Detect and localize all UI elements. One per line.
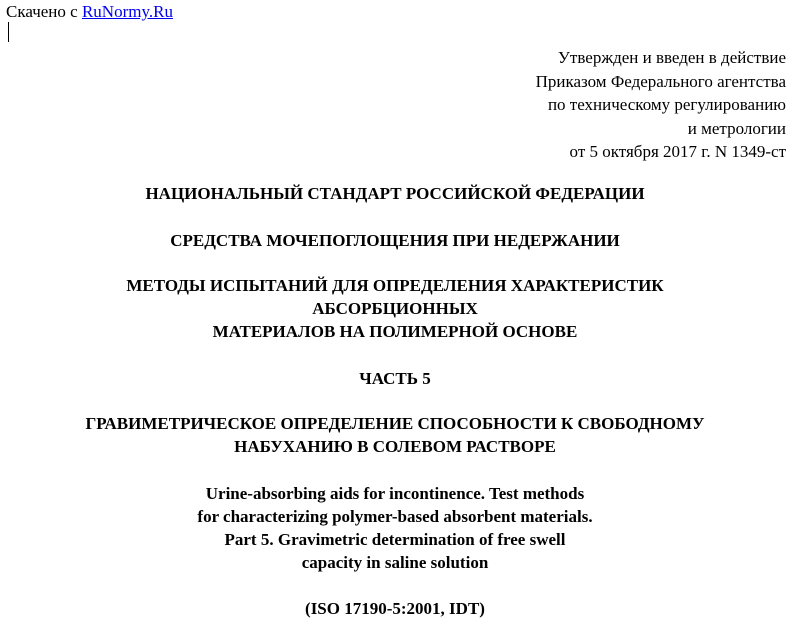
part-number: ЧАСТЬ 5 bbox=[359, 369, 431, 388]
text-cursor bbox=[8, 22, 9, 42]
methods-heading bbox=[0, 274, 790, 343]
approval-block bbox=[536, 46, 786, 164]
download-source-line bbox=[6, 2, 173, 22]
approval-line: по техническому регулированию bbox=[547, 95, 786, 114]
standard-title: НАЦИОНАЛЬНЫЙ СТАНДАРТ РОССИЙСКОЙ ФЕДЕРАЦИИ bbox=[145, 184, 645, 203]
part-title-line: ГРАВИМЕТРИЧЕСКОЕ ОПРЕДЕЛЕНИЕ СПОСОБНОСТИ К СВОБОДНОМУ bbox=[85, 414, 705, 433]
approval-line: Приказом Федерального агентства bbox=[535, 71, 786, 91]
english-title-line: Urine-absorbing aids for incontinence. Test methods bbox=[205, 484, 585, 503]
approval-line: от 5 октября 2017 г. N 1349-ст bbox=[569, 142, 786, 161]
download-prefix: Скачено с bbox=[6, 2, 78, 21]
iso-reference: (ISO 17190-5:2001, IDT) bbox=[305, 599, 485, 618]
standard-subject: СРЕДСТВА МОЧЕПОГЛОЩЕНИЯ ПРИ НЕДЕРЖАНИИ bbox=[170, 231, 620, 250]
methods-line: МЕТОДЫ ИСПЫТАНИЙ ДЛЯ ОПРЕДЕЛЕНИЯ ХАРАКТЕРИСТИК bbox=[126, 276, 664, 295]
english-title-line: Part 5. Gravimetric determination of free swell bbox=[224, 530, 566, 549]
approval-line: Утвержден и введен в действие bbox=[557, 48, 786, 67]
part-title bbox=[0, 412, 790, 458]
part-title-line: НАБУХАНИЮ В СОЛЕВОМ РАСТВОРЕ bbox=[234, 437, 556, 456]
english-title bbox=[0, 482, 790, 574]
methods-line: МАТЕРИАЛОВ НА ПОЛИМЕРНОЙ ОСНОВЕ bbox=[212, 322, 578, 341]
methods-line: АБСОРБЦИОННЫХ bbox=[312, 299, 478, 318]
english-title-line: for characterizing polymer-based absorbent materials. bbox=[197, 507, 593, 526]
english-title-line: capacity in saline solution bbox=[301, 553, 489, 572]
runormy-link[interactable]: RuNormy.Ru bbox=[81, 2, 173, 21]
approval-line: и метрологии bbox=[687, 118, 786, 138]
